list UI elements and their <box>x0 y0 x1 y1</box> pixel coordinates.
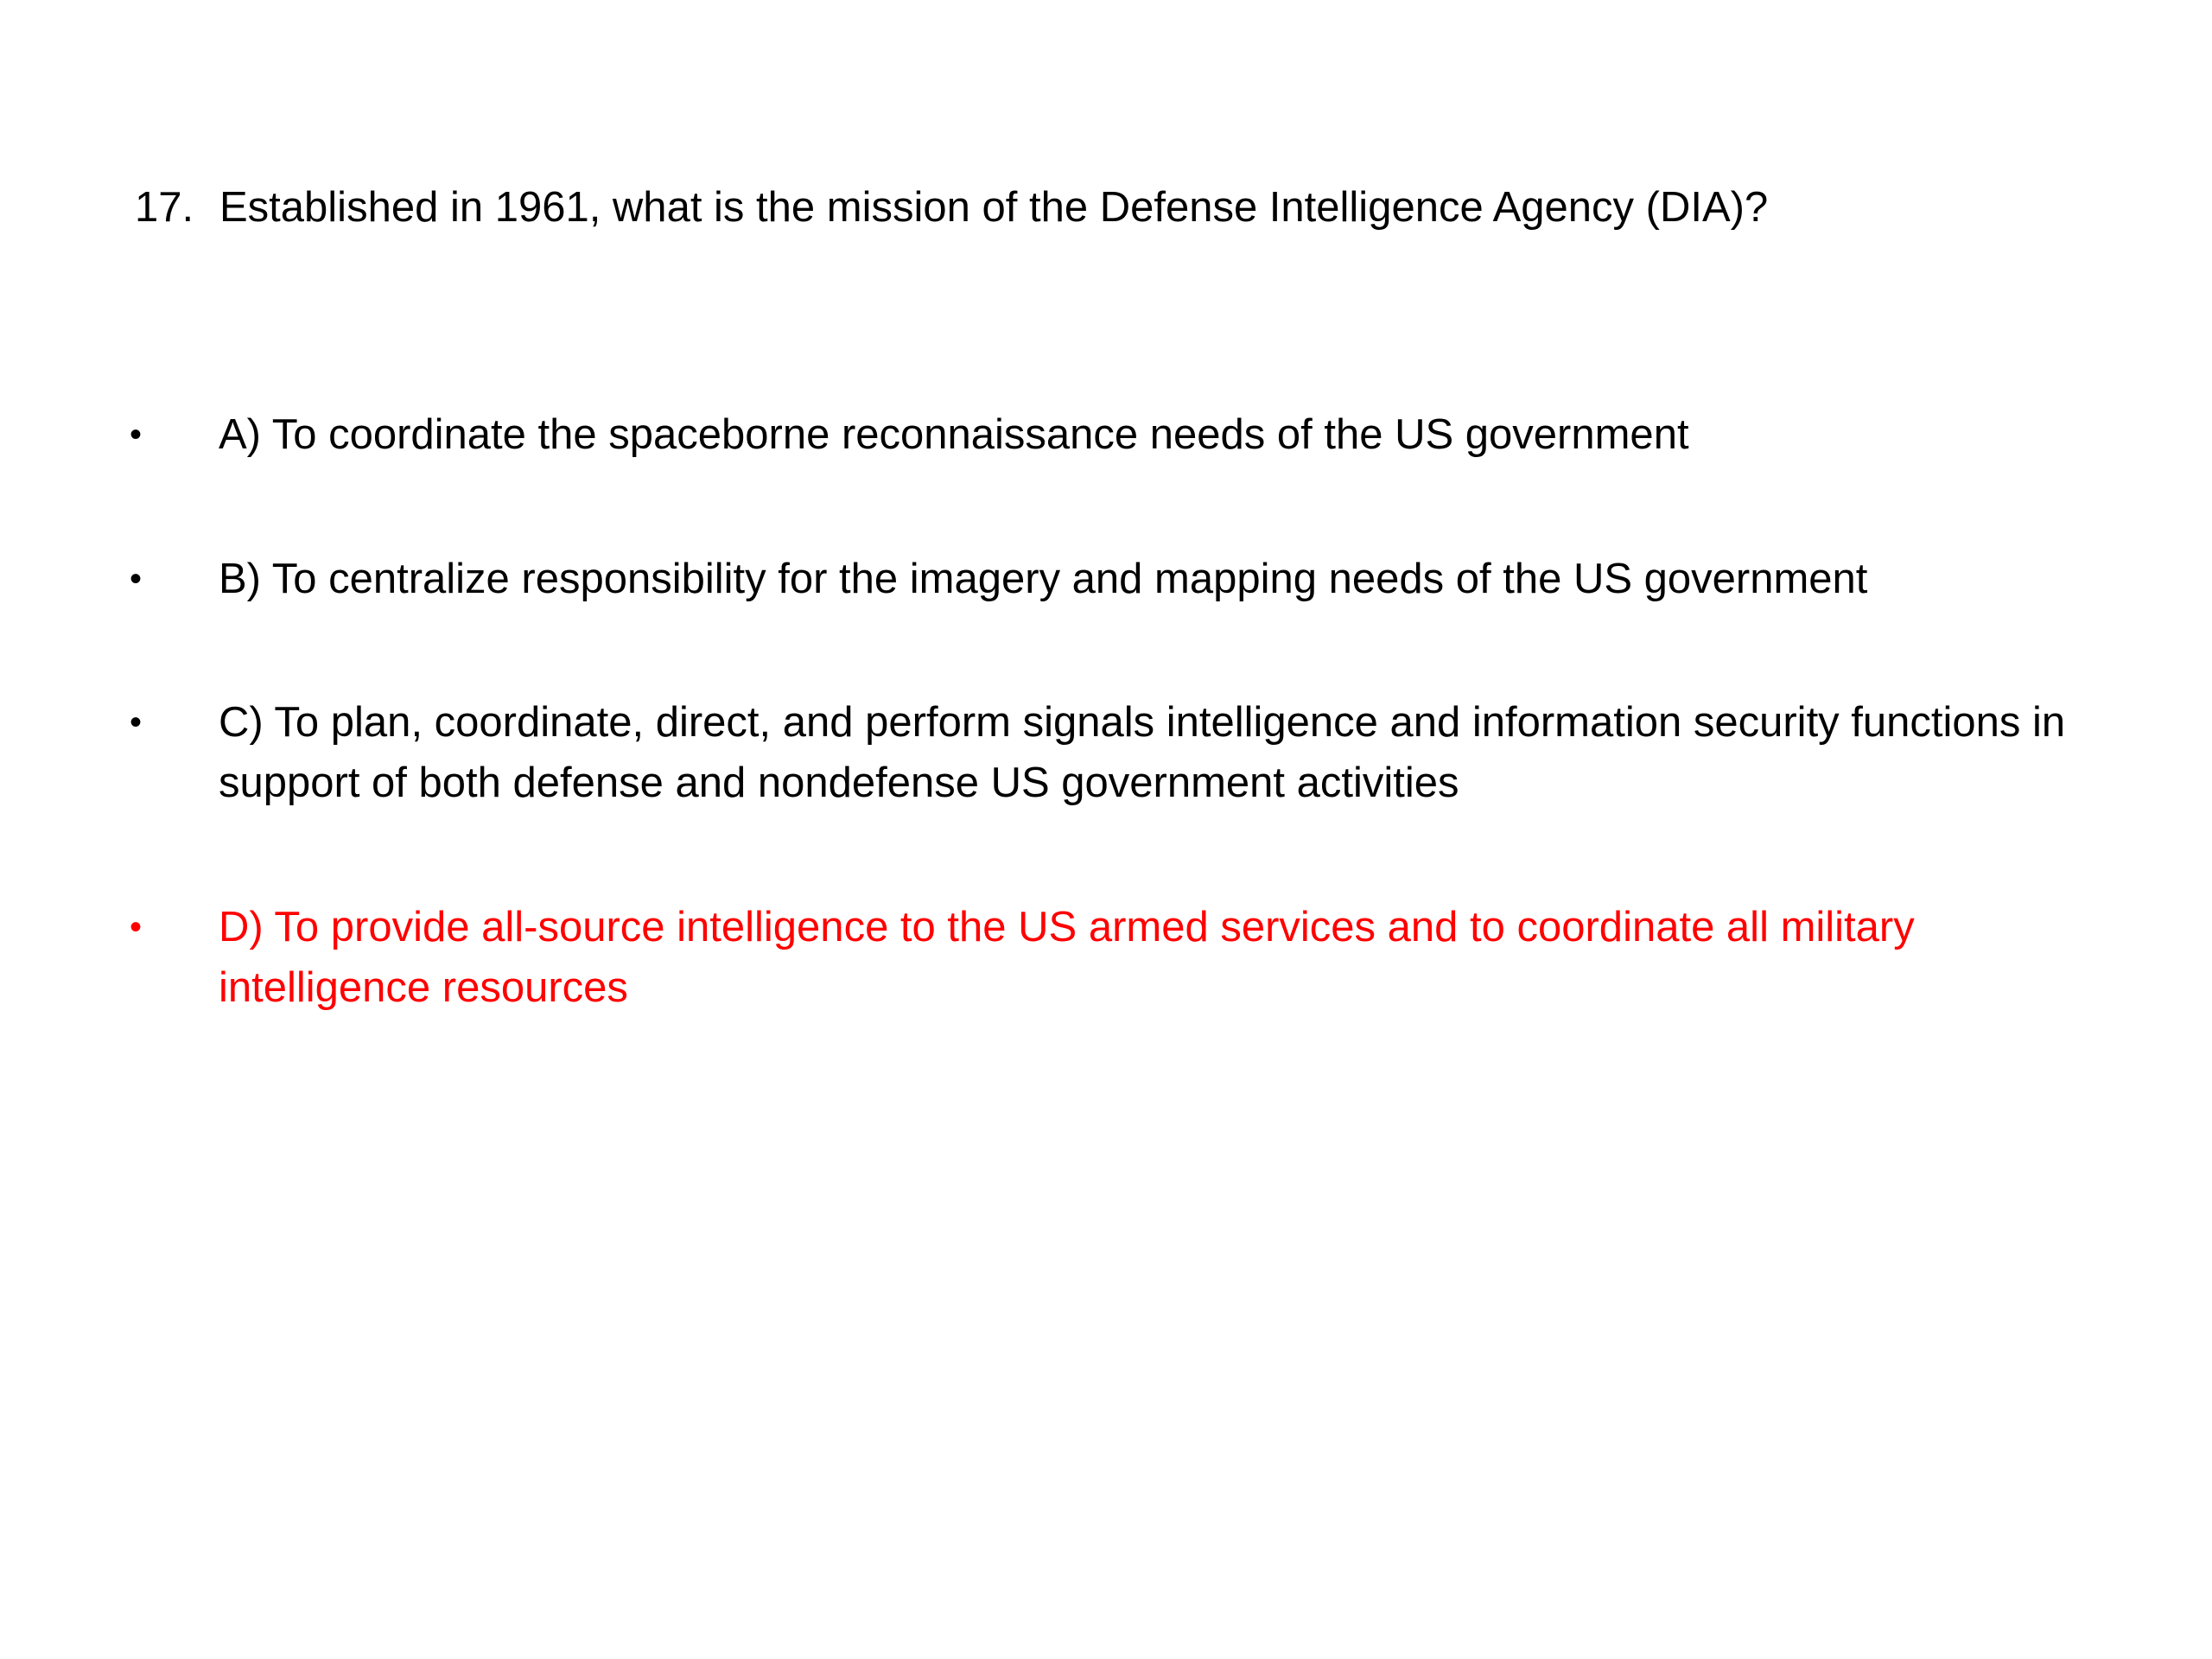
bullet-icon: • <box>130 703 143 741</box>
option-b <box>130 549 2117 609</box>
option-c-text: C) To plan, coordinate, direct, and perform signals intelligence and information security functions in support of both defense and nondefense US government activities <box>219 699 2066 806</box>
option-d-correct-answer <box>130 897 2117 1018</box>
bullet-icon: • <box>130 560 143 598</box>
option-a-text: A) To coordinate the spaceborne reconnaissance needs of the US government <box>219 411 1689 458</box>
question-text: Established in 1961, what is the mission of the Defense Intelligence Agency (DIA)? <box>219 184 1769 231</box>
bullet-icon: • <box>130 416 143 454</box>
option-d-text: D) To provide all-source intelligence to the US armed services and to coordinate all military intelligence resources <box>219 904 1915 1011</box>
question-number: 17. <box>135 184 194 231</box>
bullet-icon: • <box>130 908 143 946</box>
option-c <box>130 692 2117 813</box>
option-a <box>130 404 2117 465</box>
option-b-text: B) To centralize responsibility for the imagery and mapping needs of the US government <box>219 556 1868 602</box>
